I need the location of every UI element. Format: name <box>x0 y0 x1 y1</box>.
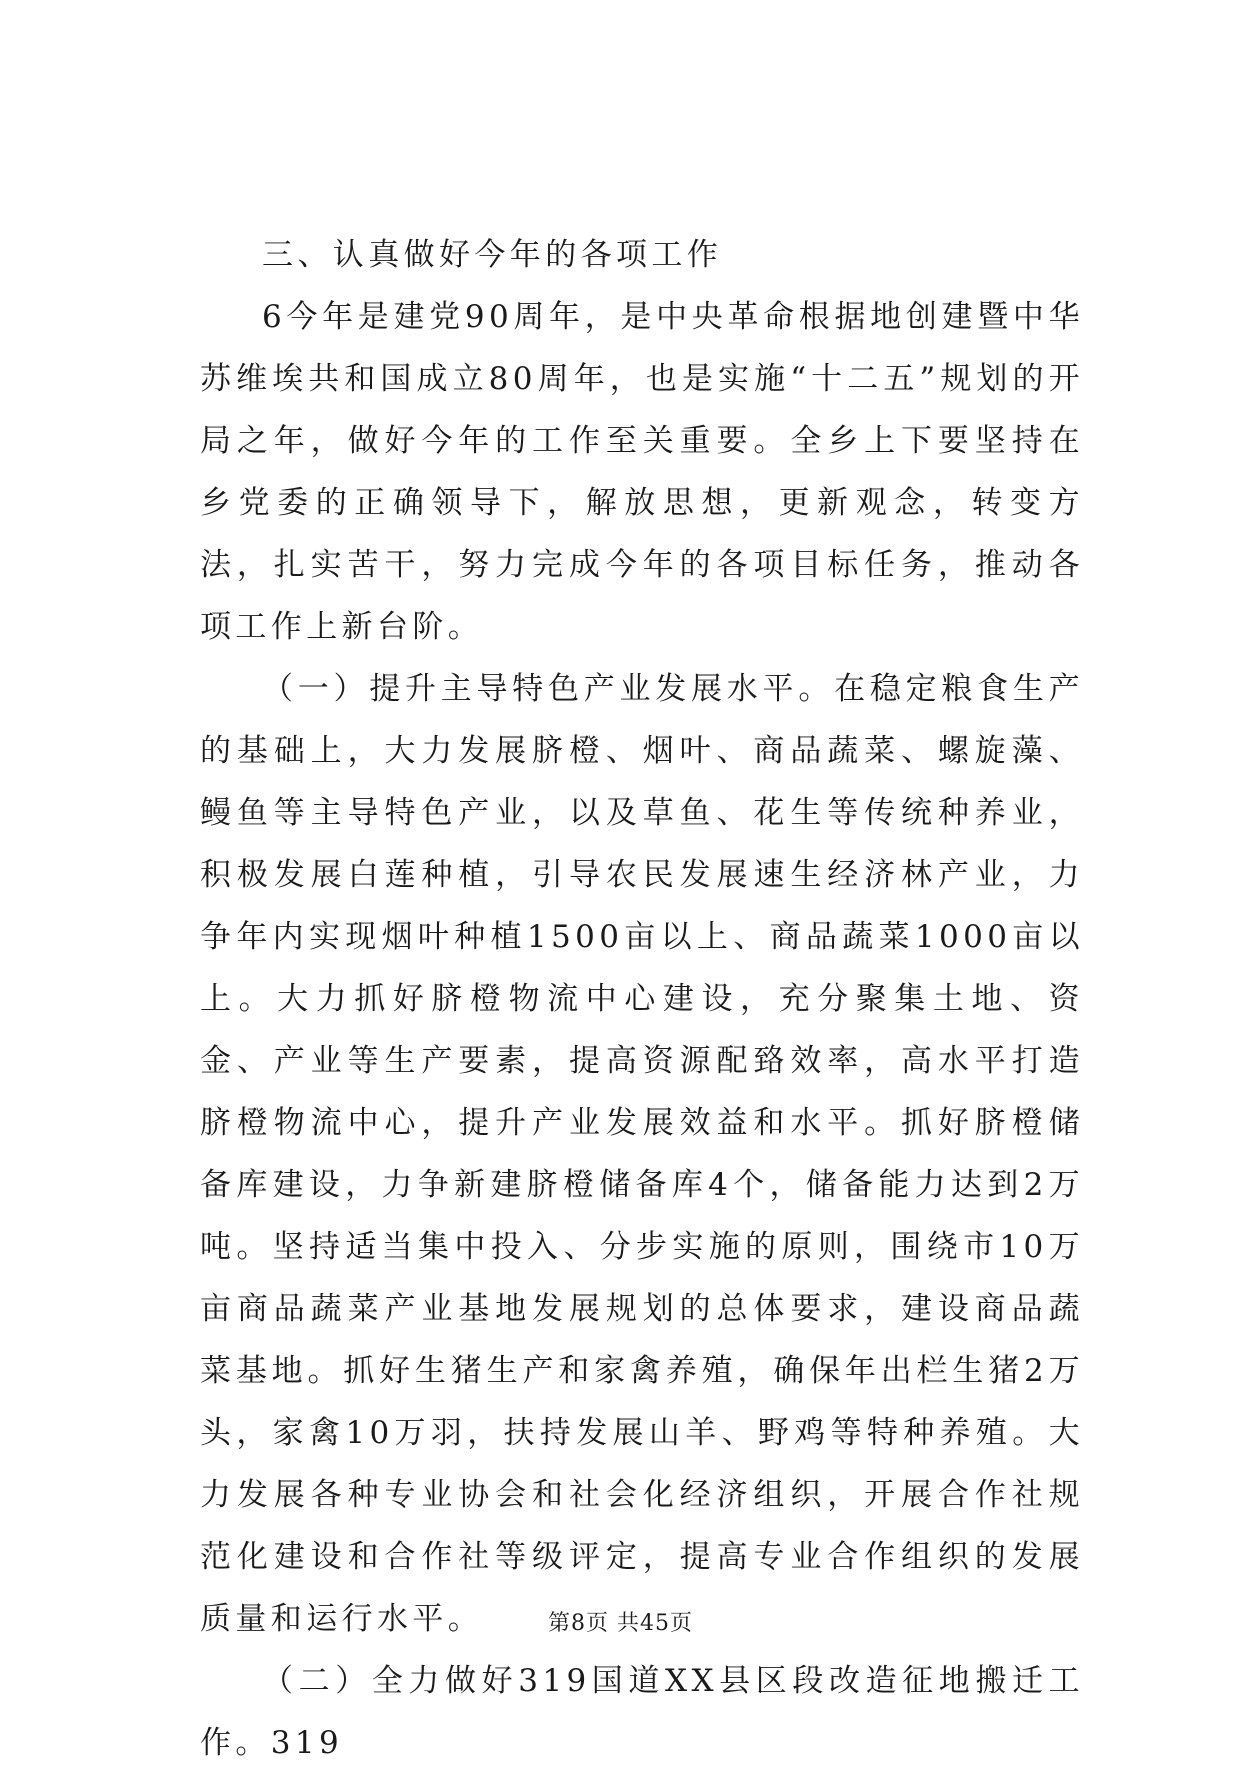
document-body <box>200 224 1084 1774</box>
page-number-footer: 第8页 共45页 <box>548 1611 693 1636</box>
section-heading: 三、认真做好今年的各项工作 <box>262 237 723 273</box>
paragraph-industry: （一）提升主导特色产业发展水平。在稳定粮食生产的基础上，大力发展脐橙、烟叶、商品蔬菜、螺旋藻、鳗鱼等主导特色产业，以及草鱼、花生等传统种养业，积极发展白莲种植，引导农民发展速生经济林产业，力争年内实现烟叶种植1500亩以上、商品蔬菜1000亩以上。大力抓好脐橙物流中心建设，充分聚集土地、资金、产业等生产要素，提高资源配臵效率，高水平打造脐橙物流中心，提升产业发展效益和水平。抓好脐橙储备库建设，力争新建脐橙储备库4个，储备能力达到2万吨。坚持适当集中投入、分步实施的原则，围绕市10万亩商品蔬菜产业基地发展规划的总体要求，建设商品蔬菜基地。抓好生猪生产和家禽养殖，确保年出栏生猪2万头，家禽10万羽，扶持发展山羊、野鸡等特种养殖。大力发展各种专业协会和社会化经济组织，开展合作社规范化建设和合作社等级评定，提高专业合作组织的发展质量和运行水平。 <box>200 671 1084 1637</box>
paragraph-intro: 6今年是建党90周年，是中央革命根据地创建暨中华苏维埃共和国成立80周年，也是实施“十二五”规划的开局之年，做好今年的工作至关重要。全乡上下要坚持在乡党委的正确领导下，解放思想，更新观念，转变方法，扎实苦干，努力完成今年的各项目标任务，推动各项工作上新台阶。 <box>200 299 1084 645</box>
paragraph-road: （二）全力做好319国道XX县区段改造征地搬迁工作。319 <box>200 1663 1084 1761</box>
